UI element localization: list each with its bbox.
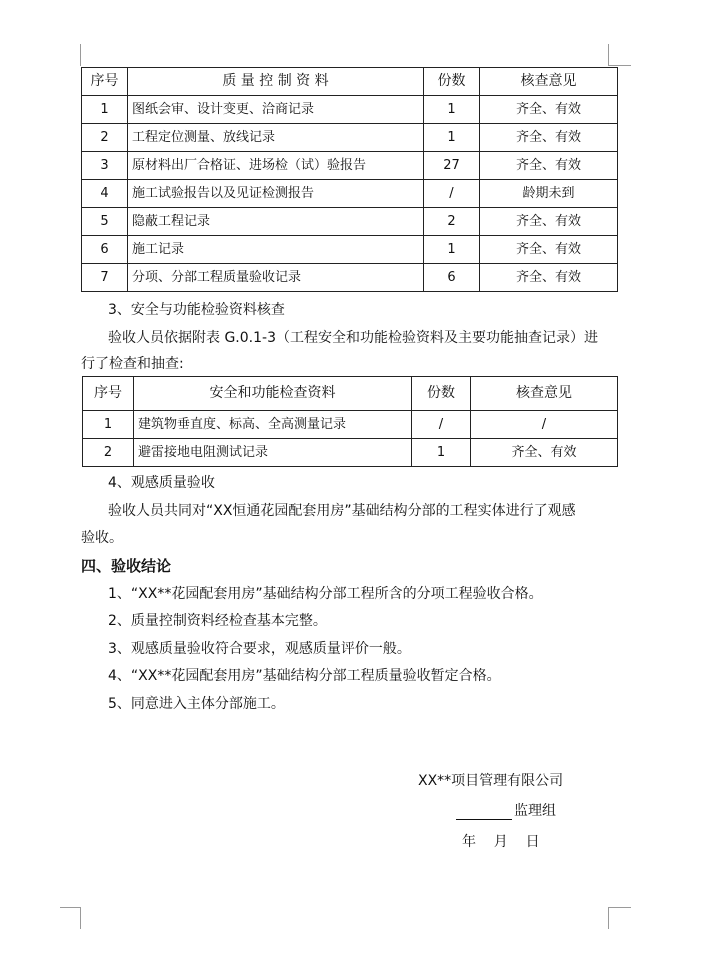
conclusion-item-4: 4、“XX**花园配套用房”基础结构分部工程质量验收暂定合格。	[108, 668, 501, 684]
cell-opinion: 齐全、有效	[480, 152, 618, 180]
table-row	[82, 96, 618, 124]
cell-item: 工程定位测量、放线记录	[128, 124, 424, 152]
safety-function-table	[82, 376, 618, 467]
cell-count: /	[424, 180, 480, 208]
crop-mark-bottom-left-h	[60, 907, 81, 908]
crop-mark-top-right-h	[609, 65, 631, 66]
table-row	[82, 124, 618, 152]
conclusion-item-3: 3、观感质量验收符合要求，观感质量评价一般。	[108, 641, 411, 657]
signature-company: XX**项目管理有限公司	[418, 773, 564, 789]
header-count: 份数	[424, 68, 480, 96]
cell-opinion: 齐全、有效	[480, 96, 618, 124]
cell-opinion: 齐全、有效	[471, 439, 618, 467]
header-count: 份数	[412, 377, 471, 411]
table-header-row	[82, 68, 618, 96]
signature-group: 监理组	[514, 803, 556, 819]
cell-item: 施工记录	[128, 236, 424, 264]
conclusion-item-2: 2、质量控制资料经检查基本完整。	[108, 613, 327, 629]
cell-item: 原材料出厂合格证、进场检（试）验报告	[128, 152, 424, 180]
cell-count: 1	[424, 124, 480, 152]
cell-opinion: 齐全、有效	[480, 264, 618, 292]
conclusion-item-5: 5、同意进入主体分部施工。	[108, 696, 285, 712]
cell-item: 图纸会审、设计变更、洽商记录	[128, 96, 424, 124]
section4-title: 4、观感质量验收	[108, 475, 215, 491]
signature-group-line	[456, 800, 556, 820]
section3-paragraph-line2: 行了检查和抽查:	[81, 356, 184, 372]
table-row	[82, 180, 618, 208]
table-row	[82, 208, 618, 236]
header-no: 序号	[82, 68, 128, 96]
header-item: 安全和功能检查资料	[134, 377, 412, 411]
table-row	[82, 264, 618, 292]
quality-control-table	[81, 67, 618, 292]
section3-title: 3、安全与功能检验资料核查	[108, 302, 285, 318]
signature-date: 年 月 日	[462, 834, 540, 850]
cell-item: 建筑物垂直度、标高、全高测量记录	[134, 411, 412, 439]
cell-opinion: 齐全、有效	[480, 236, 618, 264]
crop-mark-bottom-left-v	[80, 907, 81, 929]
cell-opinion: 齐全、有效	[480, 124, 618, 152]
cell-count: 27	[424, 152, 480, 180]
cell-no: 2	[82, 124, 128, 152]
cell-no: 5	[82, 208, 128, 236]
cell-item: 分项、分部工程质量验收记录	[128, 264, 424, 292]
header-opinion: 核查意见	[471, 377, 618, 411]
table-row	[82, 236, 618, 264]
cell-item: 施工试验报告以及见证检测报告	[128, 180, 424, 208]
cell-count: 6	[424, 264, 480, 292]
cell-no: 4	[82, 180, 128, 208]
header-item: 质 量 控 制 资 料	[128, 68, 424, 96]
cell-opinion: 龄期未到	[480, 180, 618, 208]
crop-mark-bottom-right-h	[609, 907, 631, 908]
cell-no: 7	[82, 264, 128, 292]
section4-paragraph-line1: 验收人员共同对“XX恒通花园配套用房”基础结构分部的工程实体进行了观感	[108, 503, 576, 519]
cell-opinion: /	[471, 411, 618, 439]
table-row	[83, 439, 618, 467]
crop-mark-top-left-v	[80, 44, 81, 66]
header-no: 序号	[83, 377, 134, 411]
cell-item: 隐蔽工程记录	[128, 208, 424, 236]
cell-opinion: 齐全、有效	[480, 208, 618, 236]
table-row	[83, 411, 618, 439]
cell-no: 2	[83, 439, 134, 467]
cell-count: 1	[424, 96, 480, 124]
section4-paragraph-line2: 验收。	[81, 530, 123, 546]
table-header-row	[83, 377, 618, 411]
table-row	[82, 152, 618, 180]
cell-count: 1	[412, 439, 471, 467]
cell-count: /	[412, 411, 471, 439]
crop-mark-top-right-v	[608, 44, 609, 66]
conclusion-heading: 四、验收结论	[81, 557, 172, 575]
cell-no: 6	[82, 236, 128, 264]
header-opinion: 核查意见	[480, 68, 618, 96]
section3-paragraph-line1: 验收人员依据附表 G.0.1-3（工程安全和功能检验资料及主要功能抽查记录）进	[108, 330, 598, 346]
cell-item: 避雷接地电阻测试记录	[134, 439, 412, 467]
crop-mark-bottom-right-v	[608, 907, 609, 929]
signature-blank	[456, 805, 512, 820]
cell-count: 1	[424, 236, 480, 264]
cell-no: 1	[82, 96, 128, 124]
cell-count: 2	[424, 208, 480, 236]
cell-no: 1	[83, 411, 134, 439]
cell-no: 3	[82, 152, 128, 180]
conclusion-item-1: 1、“XX**花园配套用房”基础结构分部工程所含的分项工程验收合格。	[108, 586, 543, 602]
